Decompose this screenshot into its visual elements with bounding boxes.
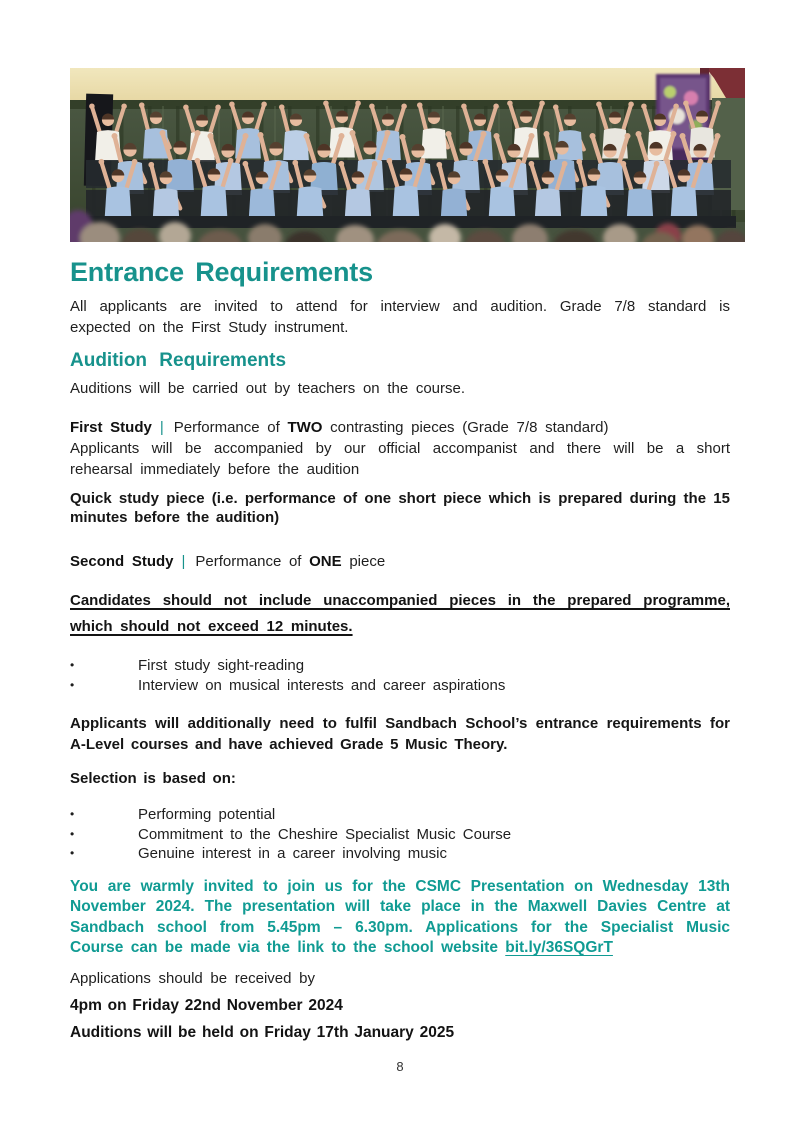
bullet-icon: • [70, 658, 75, 672]
bullet-text: First study sight-reading [138, 657, 305, 674]
selection-heading: Selection is based on: [70, 770, 236, 787]
first-study-label: First Study [70, 419, 152, 436]
page-title: Entrance Requirements [70, 257, 373, 287]
applications-received-by: Applications should be received by [70, 969, 315, 987]
unaccompanied-warning: Candidates should not include unaccompanied pieces in the prepared programme, which should not exceed 12 minutes. [70, 592, 730, 635]
list-item [70, 656, 730, 676]
second-study-post: piece [349, 553, 386, 570]
choir-photo-illustration [70, 68, 745, 242]
first-study-detail: Applicants will be accompanied by our official accompanist and there will be a short rehearsal immediately before the audition [70, 440, 730, 478]
page-number: 8 [396, 1059, 404, 1074]
bullet-text: Genuine interest in a career involving music [138, 845, 447, 862]
entrance-intro: All applicants are invited to attend for interview and audition. Grade 7/8 standard is expected on the First Study instrument. [70, 298, 730, 336]
bullet-icon: • [70, 846, 75, 860]
second-study-line [70, 551, 730, 572]
additional-requirements: Applicants will additionally need to fulfil Sandbach School’s entrance requirements for A-Level courses and have achieved Grade 5 Music Theory. [70, 715, 730, 753]
bullet-text: Commitment to the Cheshire Specialist Music Course [138, 825, 512, 843]
study-separator-2: | [181, 553, 186, 570]
auditions-date: Auditions will be held on Friday 17th January 2025 [70, 1024, 455, 1041]
list-item [70, 805, 730, 825]
second-study-pre: Performance of [195, 553, 302, 570]
bullet-icon: • [70, 826, 75, 841]
quick-study-note: Quick study piece (i.e. performance of one short piece which is prepared during the 15 minutes before the audition) [70, 490, 730, 526]
first-study-post: contrasting pieces (Grade 7/8 standard) [330, 419, 609, 436]
list-item [70, 825, 730, 845]
list-item [70, 844, 730, 864]
audition-requirements-heading: Audition Requirements [70, 350, 287, 371]
first-study-emphasis: TWO [287, 419, 323, 436]
first-study-line [70, 417, 730, 438]
bullet-text: Interview on musical interests and career aspirations [138, 676, 506, 694]
bullet-text: Performing potential [138, 806, 276, 823]
bullet-icon: • [70, 807, 75, 821]
first-study-pre: Performance of [173, 419, 280, 436]
application-deadline: 4pm on Friday 22nd November 2024 [70, 996, 343, 1014]
application-link[interactable]: bit.ly/36SQGrT [505, 939, 613, 956]
invitation-text: You are warmly invited to join us for the CSMC Presentation on Wednesday 13th November 2024. The presentation will take place in the Maxwell Davies Centre at Sandbach school from 5.45pm – 6.30pm. Applications for the Specialist Music Course can be made via the link to the school website [70, 877, 730, 956]
audition-bullet-list [70, 656, 730, 695]
study-separator: | [159, 419, 164, 436]
choir-photo [70, 68, 745, 242]
bullet-icon: • [70, 677, 75, 692]
selection-bullet-list [70, 805, 730, 864]
csmc-invitation [70, 877, 730, 959]
second-study-emphasis: ONE [309, 553, 342, 570]
audition-intro: Auditions will be carried out by teachers on the course. [70, 380, 466, 397]
second-study-label: Second Study [70, 553, 174, 570]
list-item [70, 676, 730, 696]
